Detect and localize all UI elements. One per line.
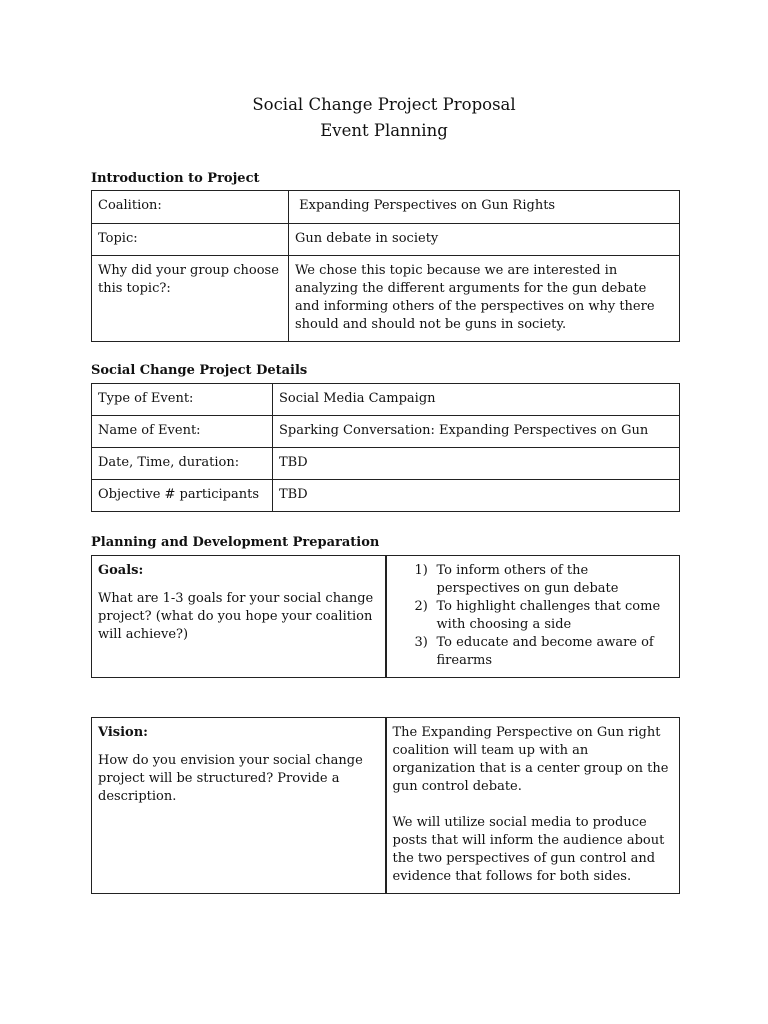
section-heading-details: Social Change Project Details [91, 363, 308, 378]
goals-list [393, 562, 674, 670]
vision-paragraph-1: The Expanding Perspective on Gun right coalition will team up with an organization that is a center group on the gun control debate. [392, 725, 669, 794]
table-value-cell: Social Media Campaign [273, 384, 680, 416]
table-row [92, 191, 680, 224]
document-title: Social Change Project Proposal [252, 95, 516, 114]
vision-prompt: How do you envision your social change project will be structured? Provide a description. [98, 753, 363, 804]
vision-table [91, 717, 680, 894]
table-row [92, 448, 680, 480]
list-item-number: 2) [414, 599, 428, 614]
table-value-cell: Gun debate in society [289, 224, 680, 256]
list-item [393, 634, 674, 670]
vision-prompt-cell [92, 718, 386, 894]
goals-label: Goals: [98, 563, 144, 578]
document-subtitle: Event Planning [320, 121, 448, 140]
list-item-number: 1) [414, 563, 428, 578]
vision-description-cell [386, 718, 680, 894]
table-value-cell: Sparking Conversation: Expanding Perspectives on Gun [273, 416, 680, 448]
table-label-cell: Objective # participants [92, 480, 273, 512]
goals-prompt: What are 1-3 goals for your social change project? (what do you hope your coalition will achieve?) [98, 591, 374, 642]
table-value-cell: Expanding Perspectives on Gun Rights [289, 191, 680, 224]
table-label-cell: Coalition: [92, 191, 289, 224]
table-label-cell: Date, Time, duration: [92, 448, 273, 480]
table-row [92, 480, 680, 512]
table-row [92, 224, 680, 256]
details-table [91, 383, 680, 512]
list-item [393, 598, 674, 634]
goals-prompt-cell [92, 556, 386, 678]
list-item-text: To highlight challenges that come with choosing a side [436, 599, 661, 632]
section-heading-introduction: Introduction to Project [91, 171, 260, 186]
goals-list-cell [386, 556, 680, 678]
list-item [393, 562, 674, 598]
table-label-cell: Type of Event: [92, 384, 273, 416]
vision-paragraph-2: We will utilize social media to produce posts that will inform the audience about the two perspectives of gun control and evidence that follows for both sides. [392, 815, 665, 884]
table-label-cell: Topic: [92, 224, 289, 256]
introduction-table [91, 190, 680, 342]
list-item-text: To educate and become aware of firearms [436, 635, 654, 668]
goals-table [91, 555, 680, 678]
table-value-cell: TBD [273, 448, 680, 480]
table-label-cell: Name of Event: [92, 416, 273, 448]
list-item-number: 3) [414, 635, 428, 650]
table-value-cell: We chose this topic because we are interested in analyzing the different arguments for the gun debate and informing others of the perspectives on why there should and should not be guns in society. [289, 256, 680, 342]
table-row [92, 256, 680, 342]
list-item-text: To inform others of the perspectives on gun debate [436, 563, 619, 596]
vision-label: Vision: [98, 725, 148, 740]
table-label-cell: Why did your group choose this topic?: [92, 256, 289, 342]
table-value-cell: TBD [273, 480, 680, 512]
table-row [92, 416, 680, 448]
table-row [92, 384, 680, 416]
table-row [92, 718, 680, 894]
section-heading-planning: Planning and Development Preparation [91, 535, 380, 550]
table-row [92, 556, 680, 678]
